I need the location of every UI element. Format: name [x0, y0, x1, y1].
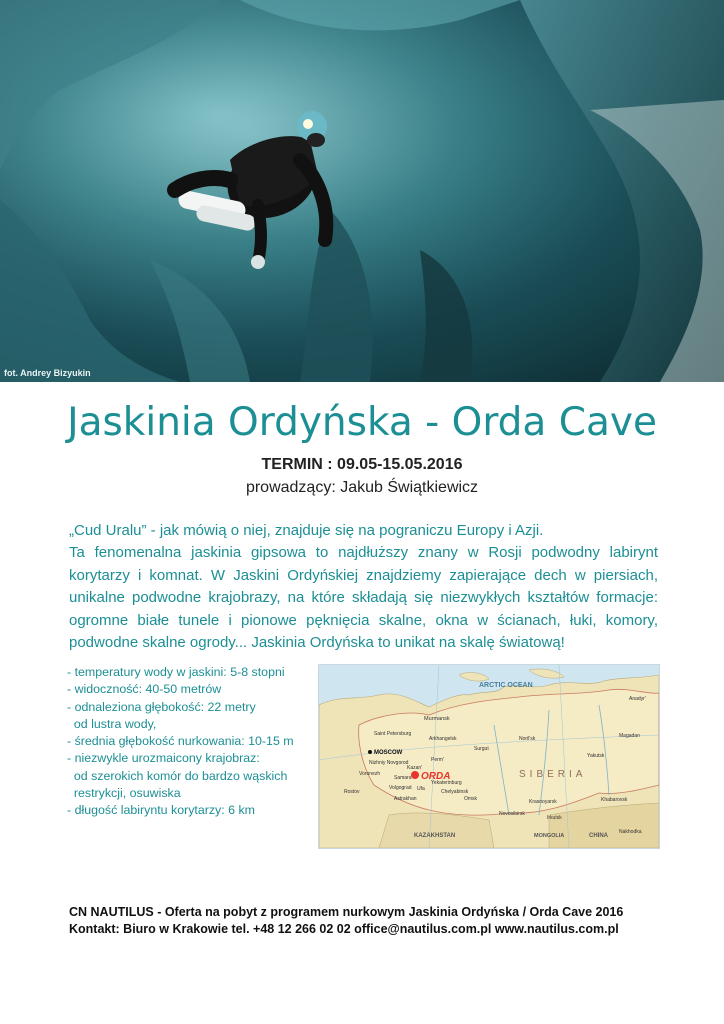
- fact-item: restrykcji, osuwiska: [67, 786, 181, 801]
- map-place: Astrakhan: [394, 796, 417, 802]
- map-place: Omsk: [464, 796, 478, 802]
- fact-item: od lustra wody,: [67, 716, 157, 731]
- fact-item: od szerokich komór do bardzo wąskich: [67, 768, 288, 783]
- map-place: Arkhangelsk: [429, 736, 457, 742]
- map-place: Saint Petersburg: [374, 731, 412, 737]
- map-ocean-label: ARCTIC OCEAN: [479, 682, 533, 689]
- map-place: Magadan: [619, 733, 640, 739]
- map-place: Surgut: [474, 746, 489, 752]
- trip-guide: prowadzący: Jakub Świątkiewicz: [245, 479, 479, 496]
- map-place: Kazan': [407, 765, 423, 771]
- fact-item: - niezwykle urozmaicony krajobraz:: [67, 751, 260, 766]
- footer: [69, 904, 623, 938]
- map-country: MONGOLIA: [534, 833, 565, 839]
- fact-item: - średnia głębokość nurkowania: 10-15 m: [67, 734, 294, 749]
- fact-item: - widoczność: 40-50 metrów: [67, 682, 222, 697]
- capital-marker: [368, 750, 372, 754]
- footer-offer: CN NAUTILUS - Oferta na pobyt z programem nurkowym Jaskinia Ordyńska / Orda Cave 2016: [69, 905, 624, 919]
- map-place: Samara: [394, 775, 412, 781]
- cave-diver-illustration: [0, 0, 724, 382]
- map-place: Irkutsk: [547, 815, 562, 821]
- map-place: Krasnoyarsk: [529, 799, 557, 805]
- map-capital: MOSCOW: [374, 750, 403, 756]
- map-place: Novosibirsk: [499, 811, 525, 817]
- facts-list: [67, 664, 317, 820]
- map-country: CHINA: [589, 833, 608, 839]
- map-place: Ufa: [417, 786, 425, 792]
- map-place: Khabarovsk: [601, 797, 628, 803]
- map-place: Perm': [431, 757, 444, 763]
- map-place: Voronezh: [359, 771, 381, 777]
- page-title: Jaskinia Ordyńska - Orda Cave: [67, 400, 657, 445]
- map-country: KAZAKHSTAN: [414, 833, 456, 839]
- fact-item: - temperatury wody w jaskini: 5-8 stopni: [67, 665, 285, 679]
- orda-label: ORDA: [421, 771, 451, 782]
- orda-marker: [411, 771, 419, 779]
- map-place: Rostov: [344, 789, 360, 795]
- fact-item: - odnaleziona głębokość: 22 metry: [67, 699, 256, 714]
- map-place: Yakutsk: [587, 753, 605, 759]
- map-place: Anadyr': [629, 696, 646, 702]
- map-place: Noril'sk: [519, 736, 536, 742]
- footer-contact: Kontakt: Biuro w Krakowie tel. +48 12 266 02 02 office@nautilus.com.pl www.nautilus.com.pl: [69, 922, 619, 936]
- intro-paragraph-1: „Cud Uralu” - jak mówią o niej, znajduje się na pograniczu Europy i Azji.: [69, 522, 544, 539]
- hero-photo: [0, 0, 724, 382]
- intro-paragraph-2: Ta fenomenalna jaskinia gipsowa to najdłuższy znany w Rosji podwodny labirynt korytarzy i komnat. W Jaskini Ordyńskiej znajdziemy zapierające dech w piersiach, unikalne podwodne krajobrazy, na które składają się niezwykłych kształtów formacje: ogromne białe tunele i pionowe pęknięcia skalne, okna w ścianach, łuki, komory, podwodne skalne ogrody... Jaskinia Ordyńska to unikat na skalę światową!: [69, 544, 658, 652]
- russia-map: [318, 664, 660, 849]
- photo-credit: fot. Andrey Bizyukin: [4, 368, 91, 378]
- map-place: Yekaterinburg: [431, 780, 462, 786]
- map-region-label: SIBERIA: [519, 769, 587, 780]
- intro-text: [69, 520, 658, 654]
- map-place: Volgograd: [389, 785, 412, 791]
- map-place: Chelyabinsk: [441, 789, 469, 795]
- map-place: Nakhodka: [619, 829, 642, 835]
- fact-item: - długość labiryntu korytarzy: 6 km: [67, 803, 255, 818]
- trip-dates: TERMIN : 09.05-15.05.2016: [261, 456, 463, 473]
- map-place: Nizhniy Novgorod: [369, 760, 409, 766]
- map-place: Murmansk: [424, 716, 450, 722]
